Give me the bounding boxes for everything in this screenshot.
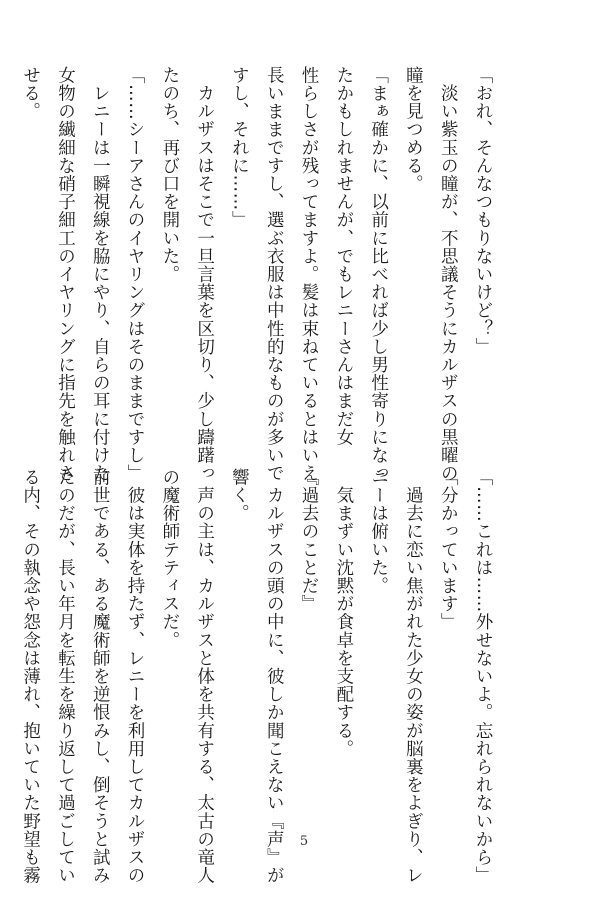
text-line: 「まぁ確かに、以前に比べれば少し男性寄りになっ <box>368 66 389 483</box>
text-line: たのだが、長い年月を転生を繰り返して過ごしてい <box>55 468 76 885</box>
text-line: る内、その執念や怨念は薄れ、抱いていた野望も霧 <box>20 468 41 885</box>
text-line: すし、それに……」 <box>229 66 250 229</box>
text-line: 前世である、ある魔術師を逆恨みし、倒そうと試み <box>90 468 111 885</box>
text-line: せる。 <box>20 66 41 121</box>
text-line: 響く。 <box>229 468 250 523</box>
page-number: 5 <box>299 834 309 849</box>
text-line: 「……これは……外せないよ。忘れられないから」 <box>473 468 493 885</box>
text-line: 淡い紫玉の瞳が、不思議そうにカルザスの黒曜の <box>438 66 459 483</box>
text-line: 「……シーアさんのイヤリングはそのままですし」 <box>125 66 146 483</box>
text-line: 「おれ、そんなつもりないけど？」 <box>473 66 493 356</box>
text-block-lower <box>13 468 500 885</box>
text-line: 「分かっています」 <box>438 468 459 631</box>
text-line: レニーは一瞬視線を脇にやり、自らの耳に付けた <box>90 66 111 483</box>
text-block-upper <box>13 66 500 483</box>
text-line: たかもしれませんが、でもレニーさんはまだ女 <box>333 66 354 447</box>
text-line: 気まずい沈黙が食卓を支配する。 <box>333 468 354 758</box>
text-line: の魔術師テティスだ。 <box>159 468 180 649</box>
text-line: 女物の繊細な硝子細工のイヤリングに指先を触れさ <box>55 66 76 483</box>
text-line: 長いままですし、選ぶ衣服は中性的なものが多いで <box>264 66 285 483</box>
text-line: 過去に恋い焦がれた少女の姿が脳裏をよぎり、レ <box>403 468 424 885</box>
text-line: ニーは俯いた。 <box>368 468 389 595</box>
text-line: カルザスはそこで一旦言葉を区切り、少し躊躇っ <box>194 66 215 483</box>
text-line: 『過去のことだ』 <box>299 468 320 613</box>
text-line: 瞳を見つめる。 <box>403 66 424 193</box>
text-line: たのち、再び口を開いた。 <box>159 66 180 284</box>
text-line: カルザスの頭の中に、彼しか聞こえない『声』が <box>264 468 285 885</box>
text-line: 性らしさが残ってますよ。髪は束ねているとはいえ <box>299 66 320 483</box>
text-line: 彼は実体を持たず、レニーを利用してカルザスの <box>125 468 146 885</box>
text-line: 声の主は、カルザスと体を共有する、太古の竜人 <box>194 468 215 885</box>
